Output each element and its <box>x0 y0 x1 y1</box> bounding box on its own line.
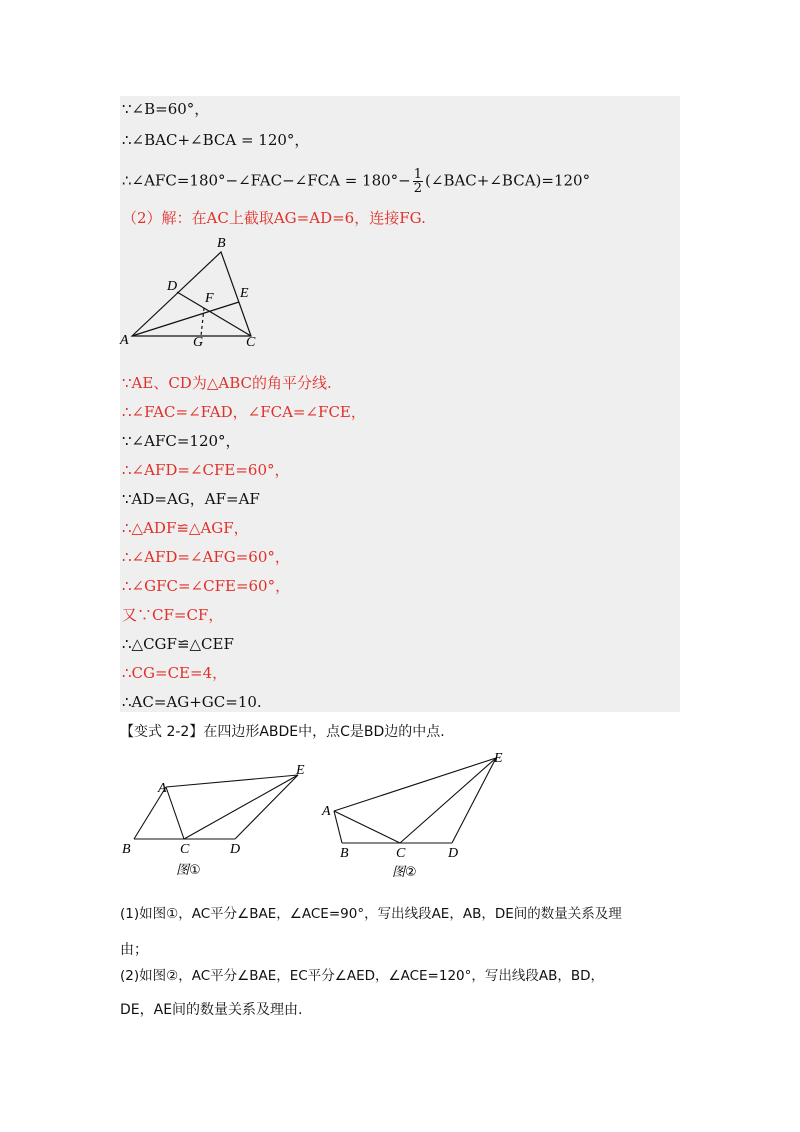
solution-line-cf: 又∵CF=CF， <box>122 606 224 624</box>
label-F: F <box>205 291 214 306</box>
label-G: G <box>193 335 204 350</box>
fig1-label-B: B <box>122 842 131 857</box>
label-D: D <box>167 279 178 294</box>
question-2-line-1: (2)如图②，AC平分∠BAE，EC平分∠AED，∠ACE=120°，写出线段AB，BD， <box>120 968 605 984</box>
solution-line-2: ∴∠BAC+∠BCA = 120°， <box>122 131 310 149</box>
solution-line-3 <box>122 168 590 195</box>
solution-line-ad-ag: ∵AD=AG，AF=AF <box>122 490 260 508</box>
solution-line-cg: ∴CG=CE=4， <box>122 664 228 682</box>
variant-heading: 【变式 2-2】在四边形ABDE中，点C是BD边的中点. <box>120 724 445 740</box>
fig2-caption: 图② <box>392 865 417 880</box>
question-1-line-1: (1)如图①，AC平分∠BAE，∠ACE=90°，写出线段AE，AB，DE间的数量关系及理 <box>120 906 622 922</box>
solution-line-congruent-2: ∴△CGF≌△CEF <box>122 635 234 653</box>
solution-line-afg: ∴∠AFD=∠AFG=60°， <box>122 548 290 566</box>
solution-line-gfc: ∴∠GFC=∠CFE=60°， <box>122 577 291 595</box>
solution-line-congruent-1: ∴△ADF≌△AGF， <box>122 519 249 537</box>
fig1-label-D: D <box>230 842 241 857</box>
part2-intro: （2）解：在AC上截取AG=AD=6，连接FG. <box>122 209 426 227</box>
fig1-label-A: A <box>158 781 167 796</box>
fig1-caption: 图① <box>176 863 201 878</box>
fig1-label-C: C <box>180 842 190 857</box>
fig2-label-E: E <box>494 751 503 766</box>
label-B: B <box>217 236 226 251</box>
solution-line-1: ∵∠B=60°， <box>122 100 210 118</box>
solution-line-angles-equal: ∴∠FAC=∠FAD，∠FCA=∠FCE， <box>122 403 366 421</box>
solution-line-afd: ∴∠AFD=∠CFE=60°， <box>122 461 290 479</box>
fig1-label-E: E <box>296 763 305 778</box>
label-E: E <box>240 286 249 301</box>
solution-line-3a: ∴∠AFC=180°−∠FAC−∠FCA = 180°− <box>122 171 411 190</box>
question-2-line-2: DE，AE间的数量关系及理由. <box>120 1002 303 1018</box>
solution-line-bisectors: ∵AE、CD为△ABC的角平分线. <box>122 374 332 392</box>
fraction-numerator: 1 <box>413 167 423 182</box>
solution-line-afc: ∵∠AFC=120°， <box>122 432 241 450</box>
fraction-denominator: 2 <box>413 181 423 196</box>
figure-1 <box>118 760 318 880</box>
label-C: C <box>246 335 256 350</box>
figure-2 <box>318 748 518 880</box>
solution-line-3b: (∠BAC+∠BCA)=120° <box>425 171 591 190</box>
fig2-label-C: C <box>396 846 406 861</box>
fig2-label-B: B <box>340 846 349 861</box>
fig2-label-A: A <box>322 804 331 819</box>
question-1-line-2: 由； <box>120 942 148 958</box>
solution-line-ac: ∴AC=AG+GC=10. <box>122 693 262 711</box>
label-A: A <box>120 333 129 348</box>
triangle-figure <box>118 232 278 350</box>
fig2-label-D: D <box>448 846 459 861</box>
fraction-half <box>413 168 423 195</box>
